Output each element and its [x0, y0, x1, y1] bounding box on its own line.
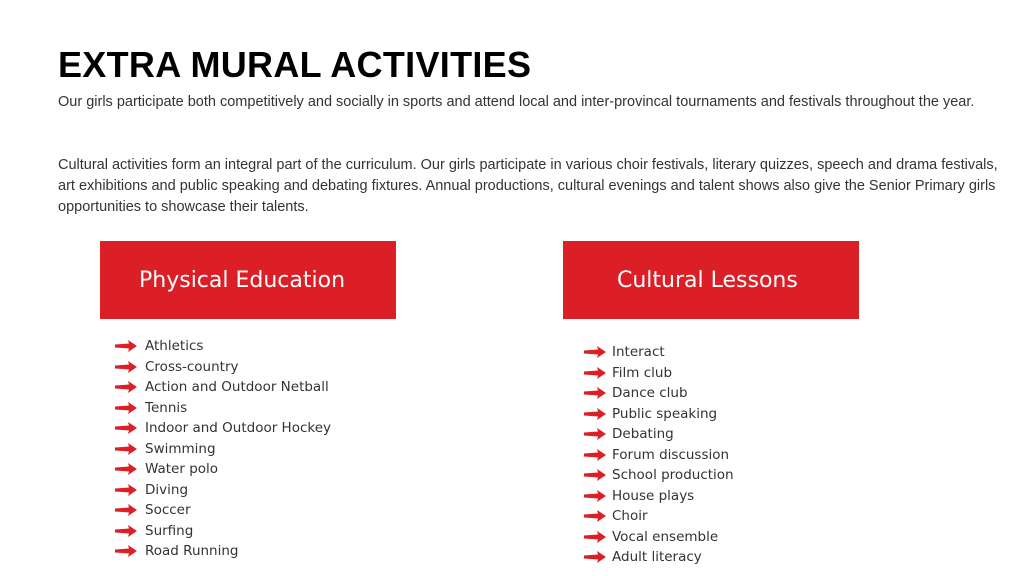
list-item-label: Road Running	[145, 543, 239, 560]
list-item	[114, 500, 331, 521]
list-item	[583, 547, 734, 568]
red-arrow-icon	[583, 366, 607, 380]
list-item-label: Tennis	[145, 399, 188, 416]
red-arrow-icon	[583, 448, 607, 462]
red-arrow-icon	[583, 427, 607, 441]
red-arrow-icon	[583, 489, 607, 503]
physical-education-heading: Physical Education	[139, 267, 346, 293]
list-item-label: Vocal ensemble	[612, 528, 719, 545]
list-item	[583, 424, 734, 445]
red-arrow-icon	[114, 421, 138, 435]
physical-education-list	[114, 336, 331, 562]
list-item	[114, 459, 331, 480]
list-item	[114, 418, 331, 439]
list-item	[114, 480, 331, 501]
red-arrow-icon	[114, 401, 138, 415]
list-item-label: Diving	[145, 481, 189, 498]
list-item-label: Adult literacy	[612, 549, 702, 566]
red-arrow-icon	[583, 550, 607, 564]
list-item-label: Film club	[612, 364, 673, 381]
cultural-lessons-list	[583, 342, 734, 568]
list-item-label: Swimming	[145, 440, 216, 457]
list-item	[583, 527, 734, 548]
red-arrow-icon	[583, 345, 607, 359]
list-item-label: Soccer	[145, 502, 191, 519]
list-item-label: School production	[612, 467, 734, 484]
red-arrow-icon	[583, 509, 607, 523]
page-title: EXTRA MURAL ACTIVITIES	[58, 44, 532, 85]
list-item	[114, 439, 331, 460]
list-item-label: Water polo	[145, 461, 219, 478]
red-arrow-icon	[114, 503, 138, 517]
list-item	[114, 377, 331, 398]
red-arrow-icon	[114, 442, 138, 456]
red-arrow-icon	[114, 462, 138, 476]
list-item-label: Surfing	[145, 522, 194, 539]
red-arrow-icon	[583, 530, 607, 544]
list-item-label: Dance club	[612, 385, 688, 402]
list-item	[583, 363, 734, 384]
red-arrow-icon	[583, 468, 607, 482]
list-item-label: Action and Outdoor Netball	[145, 379, 329, 396]
list-item-label: Interact	[612, 344, 665, 361]
list-item	[583, 342, 734, 363]
list-item	[114, 336, 331, 357]
list-item	[583, 486, 734, 507]
list-item-label: Cross-country	[145, 358, 239, 375]
red-arrow-icon	[114, 360, 138, 374]
list-item	[583, 404, 734, 425]
list-item	[583, 445, 734, 466]
list-item	[114, 521, 331, 542]
cultural-lessons-card	[563, 241, 859, 319]
list-item	[114, 357, 331, 378]
red-arrow-icon	[114, 524, 138, 538]
list-item-label: Public speaking	[612, 405, 718, 422]
red-arrow-icon	[583, 407, 607, 421]
list-item-label: Athletics	[145, 338, 204, 355]
red-arrow-icon	[114, 339, 138, 353]
list-item-label: House plays	[612, 487, 695, 504]
red-arrow-icon	[583, 386, 607, 400]
intro-paragraph-cultural: Cultural activities form an integral part of the curriculum. Our girls participate in various choir festivals, literary quizzes, speech and drama festivals, art exhibitions and public speaking and debating fixtures. Annual productions, cultural evenings and talent shows also give the Senior Primary girls opportunities to showcase their talents.	[58, 157, 998, 215]
intro-paragraph-sports: Our girls participate both competitively and socially in sports and attend local and inter-provincal tournaments and festivals throughout the year.	[58, 94, 975, 110]
list-item-label: Choir	[612, 508, 648, 525]
cultural-lessons-heading: Cultural Lessons	[617, 267, 798, 293]
list-item-label: Debating	[612, 426, 674, 443]
list-item-label: Forum discussion	[612, 446, 730, 463]
red-arrow-icon	[114, 380, 138, 394]
list-item	[583, 465, 734, 486]
red-arrow-icon	[114, 483, 138, 497]
list-item	[114, 398, 331, 419]
list-item	[583, 506, 734, 527]
list-item	[114, 541, 331, 562]
physical-education-card	[100, 241, 396, 319]
list-item-label: Indoor and Outdoor Hockey	[145, 420, 332, 437]
red-arrow-icon	[114, 544, 138, 558]
list-item	[583, 383, 734, 404]
